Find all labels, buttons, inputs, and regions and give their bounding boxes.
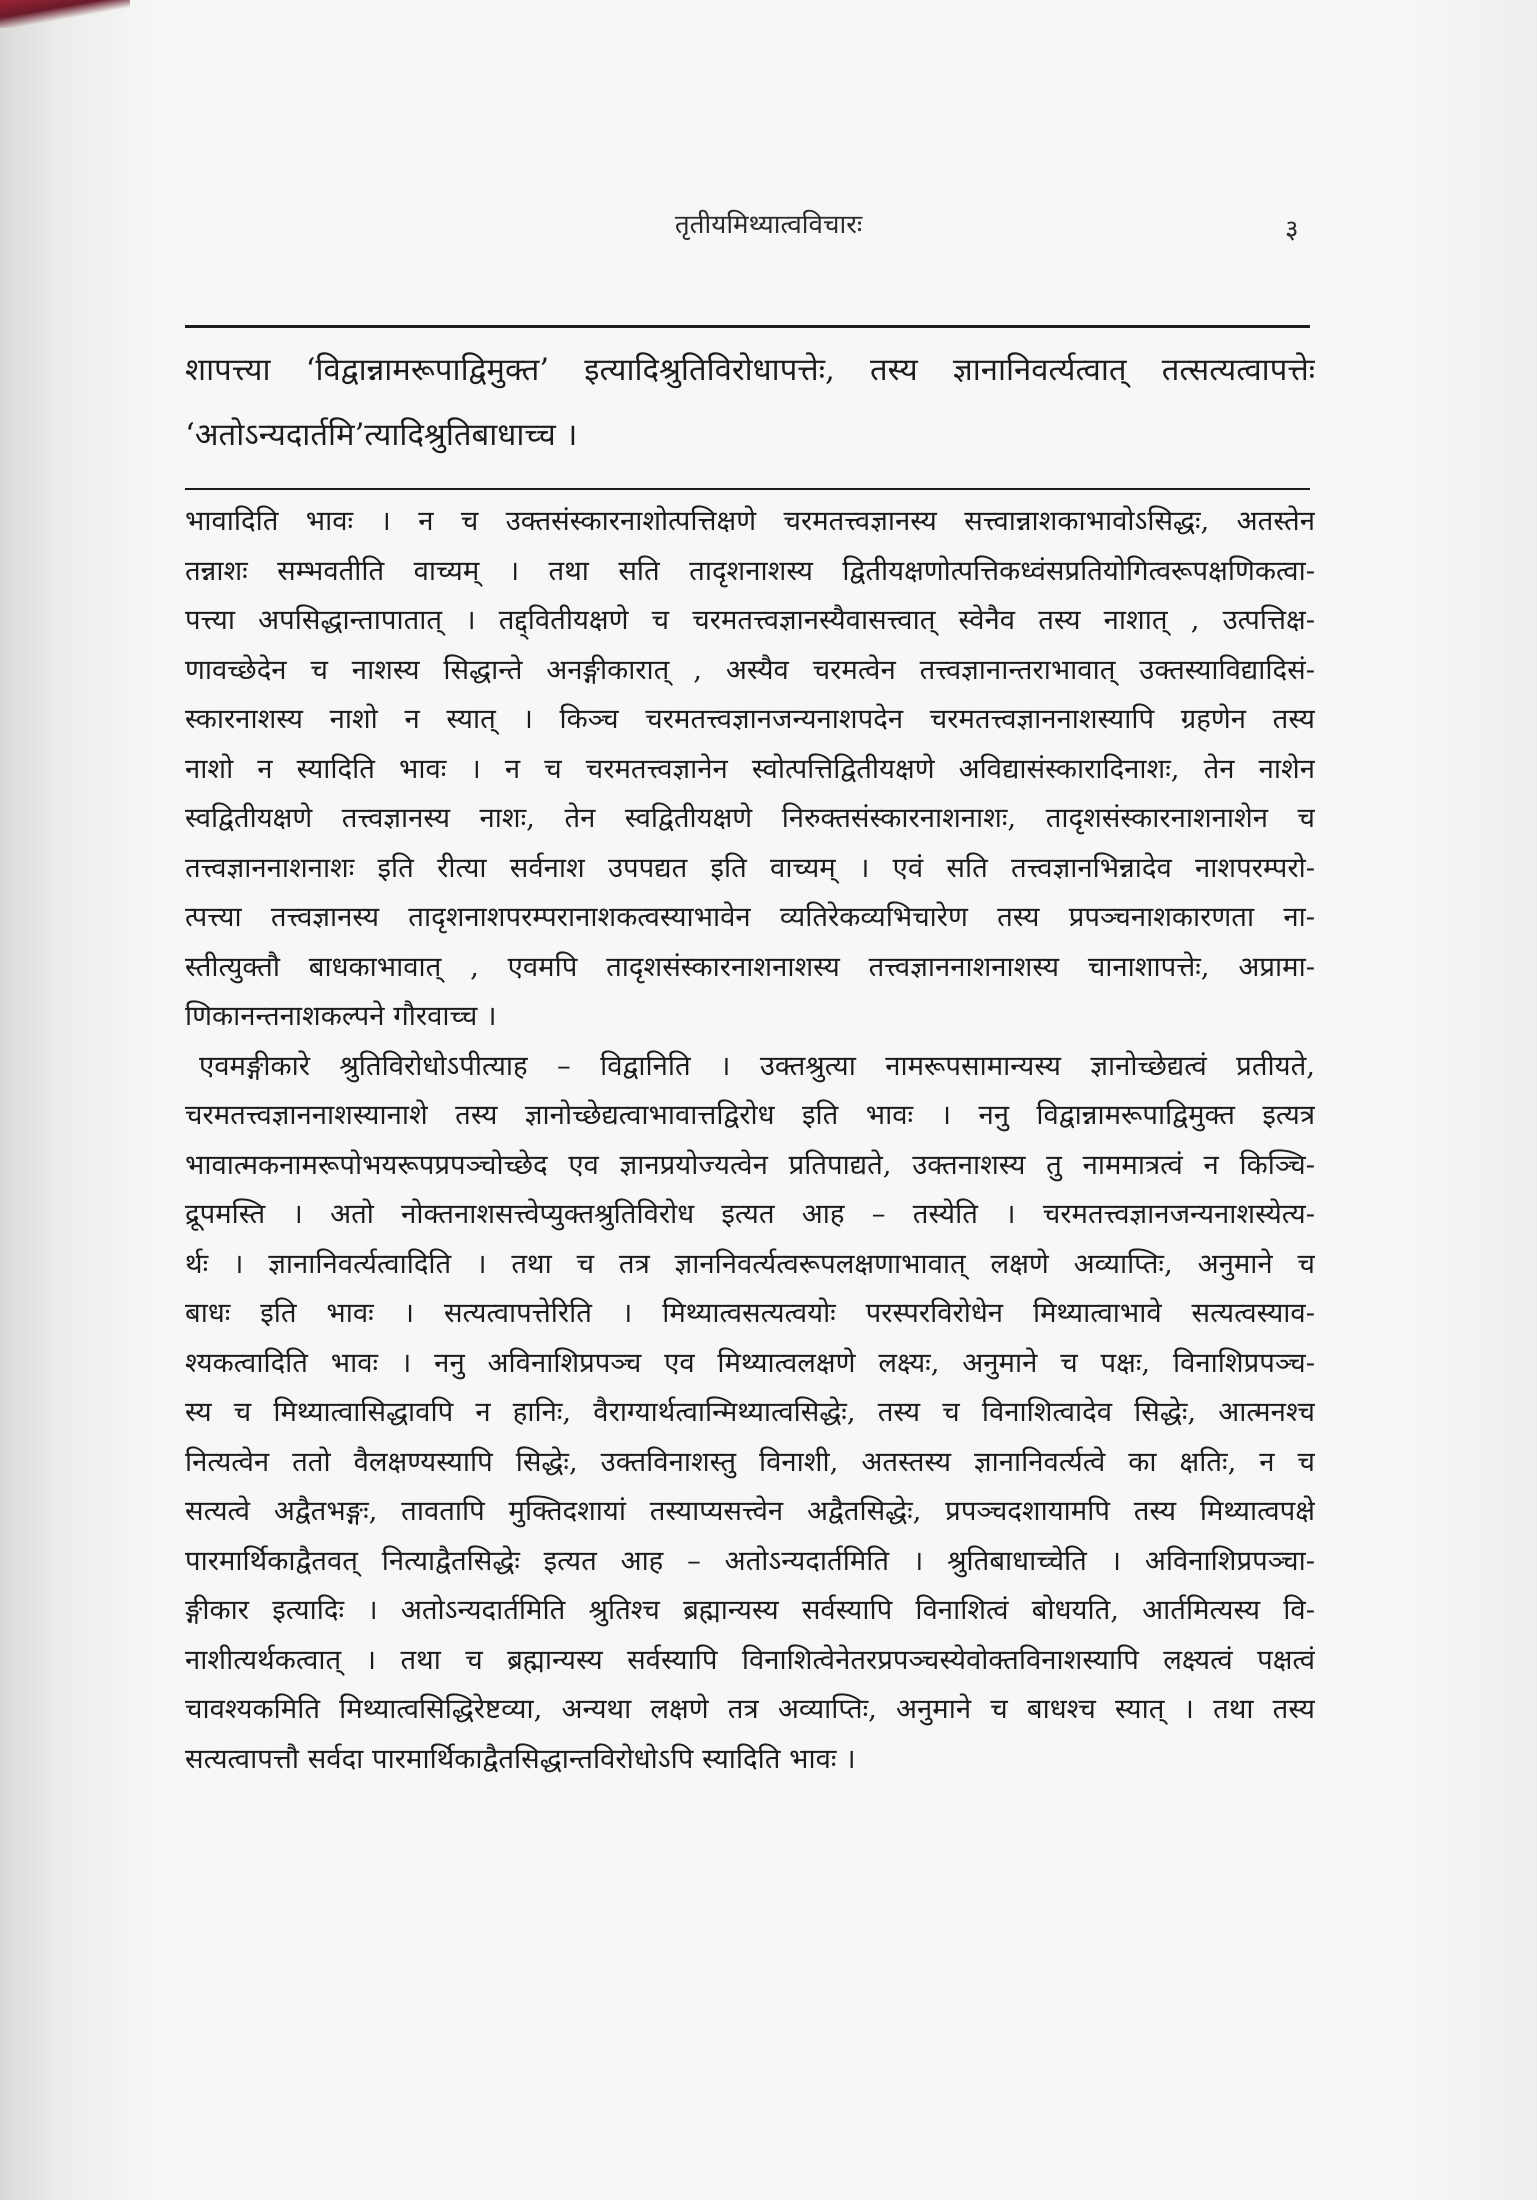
commentary-block [185,497,1315,1784]
commentary-line: बाधः इति भावः । सत्यत्वापत्तेरिति । मिथ्यात्वसत्यत्वयोः परस्परविरोधेन मिथ्यात्वाभावे सत्यत्वस्याव- [185,1297,1315,1329]
commentary-line: र्थः । ज्ञानानिवर्त्यत्वादिति । तथा च तत्र ज्ञाननिवर्त्यत्वरूपलक्षणाभावात् लक्षणे अव्याप्तिः, अनुमाने च [185,1247,1315,1280]
commentary-line: तन्नाशः सम्भवतीति वाच्यम् । तथा सति तादृशनाशस्य द्वितीयक्षणोत्पत्तिकध्वंसप्रतियोगित्वरूपक्षणिकत्वा- [185,554,1315,587]
commentary-line: चरमतत्त्वज्ञाननाशस्यानाशे तस्य ज्ञानोच्छेद्यत्वाभावात्तद्विरोध इति भावः । ननु विद्वान्नामरूपाद्विमुक्त इत्यत्र [185,1099,1315,1131]
commentary-line: सत्यत्वापत्तौ सर्वदा पारमार्थिकाद्वैतसिद्धान्तविरोधोऽपि स्यादिति भावः । [185,1742,856,1775]
mula-text-block [185,338,1315,468]
commentary-line: स्य च मिथ्यात्वासिद्धावपि न हानिः, वैराग्यार्थत्वान्मिथ्यात्वसिद्धेः, तस्य च विनाशित्वादेव सिद्धेः, आत्मनश्च [185,1396,1315,1428]
commentary-line: नित्यत्वेन ततो वैलक्षण्यस्यापि सिद्धेः, उक्तविनाशस्तु विनाशी, अतस्तस्य ज्ञानानिवर्त्यत्वे का क्षतिः, न च [185,1445,1315,1478]
commentary-line: चावश्यकमिति मिथ्यात्वसिद्धिरेष्टव्या, अन्यथा लक्षणे तत्र अव्याप्तिः, अनुमाने च बाधश्च स्यात् । तथा तस्य [185,1693,1315,1725]
commentary-line: भावादिति भावः । न च उक्तसंस्कारनाशोत्पत्तिक्षणे चरमतत्त्वज्ञानस्य सत्त्वान्नाशकाभावोऽसिद्धः, अतस्तेन [185,505,1315,537]
commentary-line: त्पत्त्या तत्त्वज्ञानस्य तादृशनाशपरम्परानाशकत्वस्याभावेन व्यतिरेकव्यभिचारेण तस्य प्रपञ्चनाशकारणता ना- [185,901,1315,933]
commentary-line: पत्त्या अपसिद्धान्तापातात् । तद्द्वितीयक्षणे च चरमतत्त्वज्ञानस्यैवासत्त्वात् स्वेनैव तस्य नाशात् , उत्पत्तिक्ष- [185,604,1315,636]
commentary-line: एवमङ्गीकारे श्रुतिविरोधोऽपीत्याह – विद्वानिति । उक्तश्रुत्या नामरूपसामान्यस्य ज्ञानोच्छेद्यत्वं प्रतीयते, [199,1049,1315,1082]
commentary-rule [185,488,1310,490]
commentary-line: नाशीत्यर्थकत्वात् । तथा च ब्रह्मान्यस्य सर्वस्यापि विनाशित्वेनेतरप्रपञ्चस्येवोक्तविनाशस्यापि लक्ष्यत्वं पक्षत्वं [185,1643,1315,1676]
commentary-line: श्यकत्वादिति भावः । ननु अविनाशिप्रपञ्च एव मिथ्यात्वलक्षणे लक्ष्यः, अनुमाने च पक्षः, विनाशिप्रपञ्च- [185,1346,1315,1379]
commentary-line: पारमार्थिकाद्वैतवत् नित्याद्वैतसिद्धेः इत्यत आह – अतोऽन्यदार्तमिति । श्रुतिबाधाच्चेति । अविनाशिप्रपञ्चा- [185,1544,1315,1577]
commentary-line: नाशो न स्यादिति भावः । न च चरमतत्त्वज्ञानेन स्वोत्पत्तिद्वितीयक्षणे अविद्यासंस्कारादिनाशः, तेन नाशेन [185,752,1315,785]
commentary-line: द्रूपमस्ति । अतो नोक्तनाशसत्त्वेप्युक्तश्रुतिविरोध इत्यत आह – तस्येति । चरमतत्त्वज्ञानजन्यनाशस्येत्य- [185,1198,1315,1230]
commentary-line: सत्यत्वे अद्वैतभङ्गः, तावतापि मुक्तिदशायां तस्याप्यसत्त्वेन अद्वैतसिद्धेः, प्रपञ्चदशायामपि तस्य मिथ्यात्वपक्षे [185,1495,1315,1527]
commentary-line: णिकानन्तनाशकल्पने गौरवाच्च । [185,1000,497,1032]
page-number: ३ [1285,215,1299,245]
top-rule [185,325,1310,328]
commentary-line: स्वद्वितीयक्षणे तत्त्वज्ञानस्य नाशः, तेन स्वद्वितीयक्षणे निरुक्तसंस्कारनाशनाशः, तादृशसंस्कारनाशनाशेन च [185,802,1315,834]
commentary-line: स्तीत्युक्तौ बाधकाभावात् , एवमपि तादृशसंस्कारनाशनाशस्य तत्त्वज्ञाननाशनाशस्य चानाशापत्तेः, अप्रामा- [185,950,1315,983]
page-corner-mark [0,0,130,28]
commentary-line: तत्त्वज्ञाननाशनाशः इति रीत्या सर्वनाश उपपद्यत इति वाच्यम् । एवं सति तत्त्वज्ञानभिन्नादेव नाशपरम्परो- [185,851,1315,884]
commentary-line: ङ्गीकार इत्यादिः । अतोऽन्यदार्तमिति श्रुतिश्च ब्रह्मान्यस्य सर्वस्यापि विनाशित्वं बोधयति, आर्तमित्यस्य वि- [185,1594,1315,1626]
running-title: तृतीयमिथ्यात्वविचारः [674,210,863,240]
commentary-line: णावच्छेदेन च नाशस्य सिद्धान्ते अनङ्गीकारात् , अस्यैव चरमत्वेन तत्त्वज्ञानान्तराभावात् उक्तस्याविद्यादिसं- [185,653,1315,686]
commentary-line: भावात्मकनामरूपोभयरूपप्रपञ्चोच्छेद एव ज्ञानप्रयोज्यत्वेन प्रतिपाद्यते, उक्तनाशस्य तु नाममात्रत्वं न किञ्चि- [185,1148,1315,1181]
commentary-line: स्कारनाशस्य नाशो न स्यात् । किञ्च चरमतत्त्वज्ञानजन्यनाशपदेन चरमतत्त्वज्ञाननाशस्यापि ग्रहणेन तस्य [185,703,1315,735]
mula-line: ‘अतोऽन्यदार्तमि’त्यादिश्रुतिबाधाच्च । [185,417,578,453]
mula-line: शापत्त्या ‘विद्वान्नामरूपाद्विमुक्त’ इत्यादिश्रुतिविरोधापत्तेः, तस्य ज्ञानानिवर्त्यत्वात् तत्सत्यत्वापत्तेः [185,352,1315,388]
